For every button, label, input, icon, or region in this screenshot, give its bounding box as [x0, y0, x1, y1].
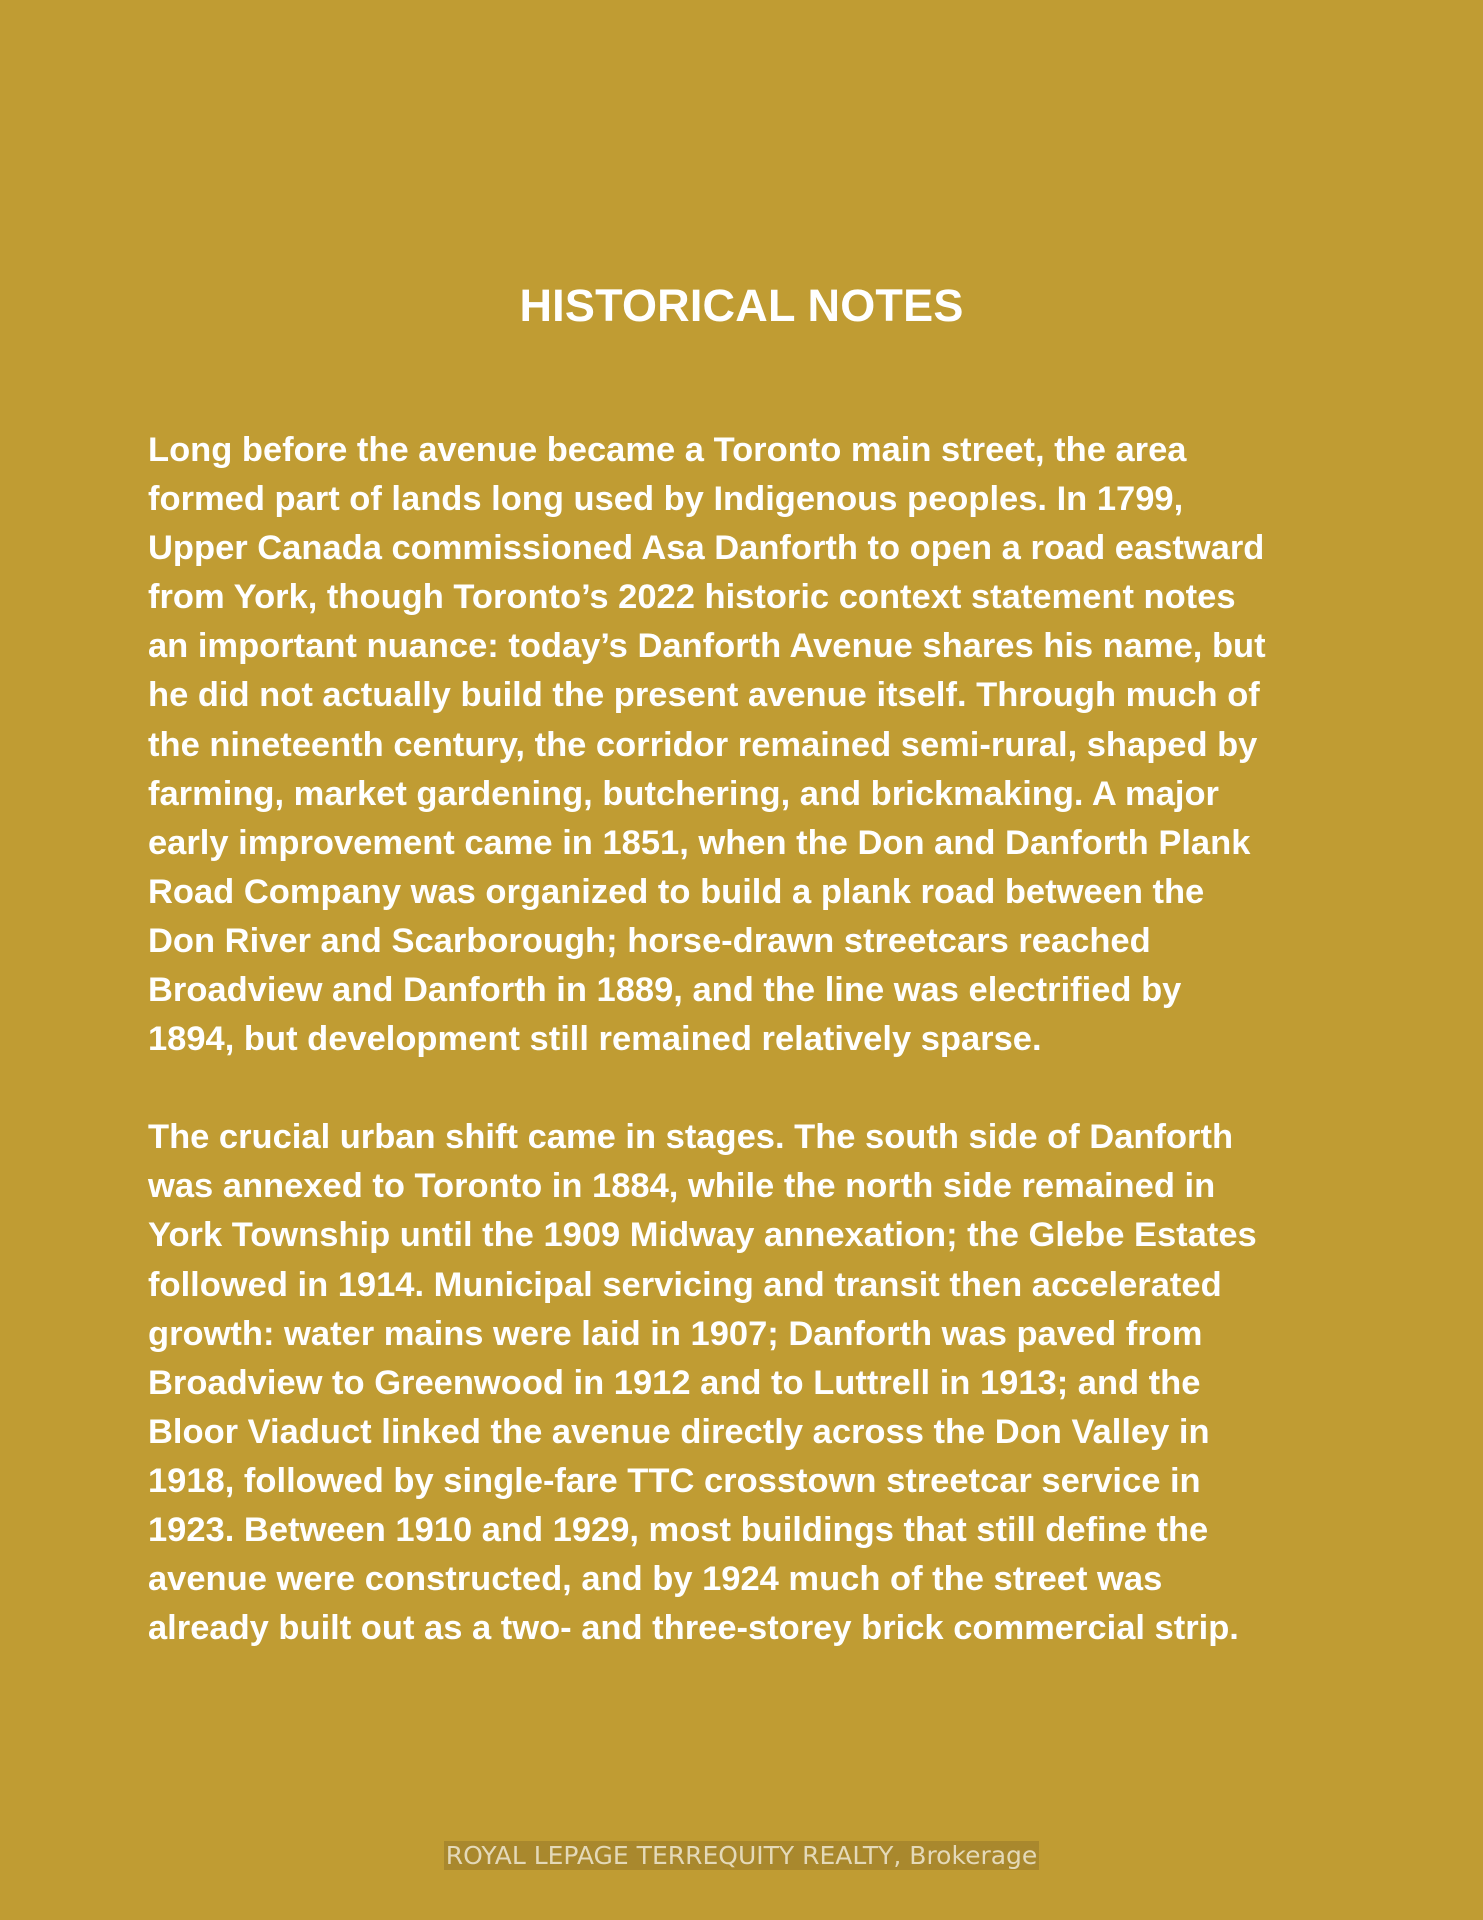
- page-title: HISTORICAL NOTES: [519, 280, 964, 331]
- paragraph-early-history: Long before the avenue became a Toronto main street, the area formed part of lands long used by Indigenous peoples. In 1799, Upper Canada commissioned Asa Danforth to open a road eastward from York, though Toronto’s 2022 historic context statement notes an important nuance: today’s Danforth Avenue shares his name, but he did not actually build the present avenue itself. Through much of the nineteenth century, the corridor remained semi-rural, shaped by farming, market gardening, butchering, and brickmaking. A major early improvement came in 1851, when the Don and Danforth Plank Road Company was organized to build a plank road between the Don River and Scarborough; horse-drawn streetcars reached Broadview and Danforth in 1889, and the line was electrified by 1894, but development still remained relatively sparse.: [148, 431, 1266, 1059]
- footer-brokerage: [0, 1840, 1483, 1872]
- paragraph-urban-shift: The crucial urban shift came in stages. The south side of Danforth was annexed to Toronto in 1884, while the north side remained in York Township until the 1909 Midway annexation; the Glebe Estates followed in 1914. Municipal servicing and transit then accelerated growth: water mains were laid in 1907; Danforth was paved from Broadview to Greenwood in 1912 and to Luttrell in 1913; and the Bloor Viaduct linked the avenue directly across the Don Valley in 1918, followed by single-fare TTC crosstown streetcar service in 1923. Between 1910 and 1929, most buildings that still define the avenue were constructed, and by 1924 much of the street was already built out as a two- and three-storey brick commercial strip.: [148, 1118, 1257, 1648]
- body-text: [148, 426, 1348, 1653]
- footer-text: ROYAL LEPAGE TERREQUITY REALTY, Brokerage: [445, 1841, 1038, 1870]
